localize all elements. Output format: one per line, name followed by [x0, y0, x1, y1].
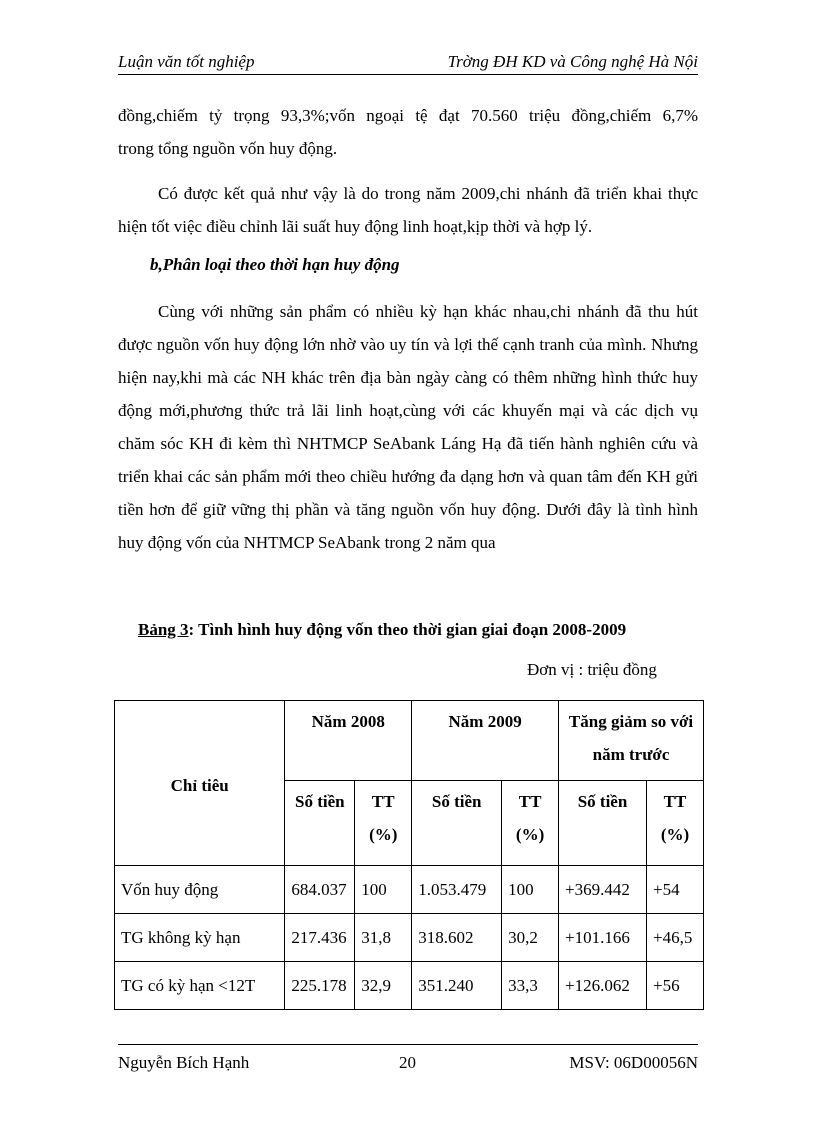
paragraph-2: Có được kết quả như vậy là do trong năm 2009,chi nhánh đã triển khai thực hiện tốt việc điều chỉnh lãi suất huy động linh hoạt,kịp thời và hợp lý. [118, 184, 698, 236]
header-change: Tăng giảm so với năm trước [559, 701, 704, 781]
table-row [115, 962, 704, 1010]
cell-amount-2008: 225.178 [285, 962, 355, 1010]
header-pct: TT (%) [646, 781, 703, 866]
cell-pct-2009: 100 [502, 866, 559, 914]
header-pct: TT (%) [502, 781, 559, 866]
header-pct: TT (%) [355, 781, 412, 866]
page-header [118, 52, 698, 75]
table-row [115, 914, 704, 962]
cell-pct-2008: 100 [355, 866, 412, 914]
header-amount: Số tiền [559, 781, 647, 866]
cell-change-pct: +54 [646, 866, 703, 914]
row-indicator: TG có kỳ hạn <12T [115, 962, 285, 1010]
table-caption-label: Bảng 3 [138, 620, 189, 639]
footer-author: Nguyễn Bích Hạnh [118, 1053, 250, 1072]
cell-amount-2008: 217.436 [285, 914, 355, 962]
cell-amount-2009: 318.602 [412, 914, 502, 962]
cell-change-amount: +126.062 [559, 962, 647, 1010]
section-subheading: b,Phân loại theo thời hạn huy động [150, 255, 400, 274]
header-year-2008: Năm 2008 [285, 701, 412, 781]
cell-amount-2009: 1.053.479 [412, 866, 502, 914]
cell-change-pct: +56 [646, 962, 703, 1010]
table-row [115, 866, 704, 914]
paragraph-1-line-1: đồng,chiếm tỷ trọng 93,3%;vốn ngoại tệ đạt 70.560 triệu đồng,chiếm 6,7% [118, 106, 698, 125]
cell-change-pct: +46,5 [646, 914, 703, 962]
funding-table [114, 700, 704, 1010]
header-amount: Số tiền [412, 781, 502, 866]
paragraph-3: Cùng với những sản phẩm có nhiều kỳ hạn khác nhau,chi nhánh đã thu hút được nguồn vốn huy động lớn nhờ vào uy tín và lợi thế cạnh tranh của mình. Nhưng hiện nay,khi mà các NH khác trên địa bàn ngày càng có thêm những hình thức huy động mới,phương thức trả lãi linh hoạt,cùng với các khuyến mại và các dịch vụ chăm sóc KH đi kèm thì NHTMCP SeAbank Láng Hạ đã tiến hành nghiên cứu và triển khai các sản phẩm mới theo chiều hướng đa dạng hơn và quan tâm đến KH gửi tiền hơn để giữ vững thị phần và tăng nguồn vốn huy động. Dưới đây là tình hình huy động vốn của NHTMCP SeAbank trong 2 năm qua [118, 302, 698, 552]
footer-student-id: MSV: 06D00056N [569, 1053, 698, 1072]
cell-pct-2009: 33,3 [502, 962, 559, 1010]
header-year-2009: Năm 2009 [412, 701, 559, 781]
row-indicator: Vốn huy động [115, 866, 285, 914]
header-amount: Số tiền [285, 781, 355, 866]
header-indicator: Chỉ tiêu [115, 701, 285, 866]
header-university: Trờng ĐH KD và Công nghệ Hà Nội [447, 52, 698, 71]
row-indicator: TG không kỳ hạn [115, 914, 285, 962]
cell-pct-2009: 30,2 [502, 914, 559, 962]
table-caption [138, 620, 626, 640]
paragraph-1 [118, 99, 698, 165]
footer-divider [118, 1044, 698, 1045]
page-number: 20 [399, 1053, 416, 1072]
header-thesis-title: Luận văn tốt nghiệp [118, 52, 255, 71]
cell-amount-2009: 351.240 [412, 962, 502, 1010]
table-unit: Đơn vị : triệu đồng [527, 660, 657, 679]
paragraph-1-line-2: trong tổng nguồn vốn huy động. [118, 139, 338, 158]
cell-change-amount: +101.166 [559, 914, 647, 962]
cell-pct-2008: 31,8 [355, 914, 412, 962]
table-caption-text: : Tình hình huy động vốn theo thời gian giai đoạn 2008-2009 [188, 620, 627, 639]
cell-amount-2008: 684.037 [285, 866, 355, 914]
cell-pct-2008: 32,9 [355, 962, 412, 1010]
cell-change-amount: +369.442 [559, 866, 647, 914]
